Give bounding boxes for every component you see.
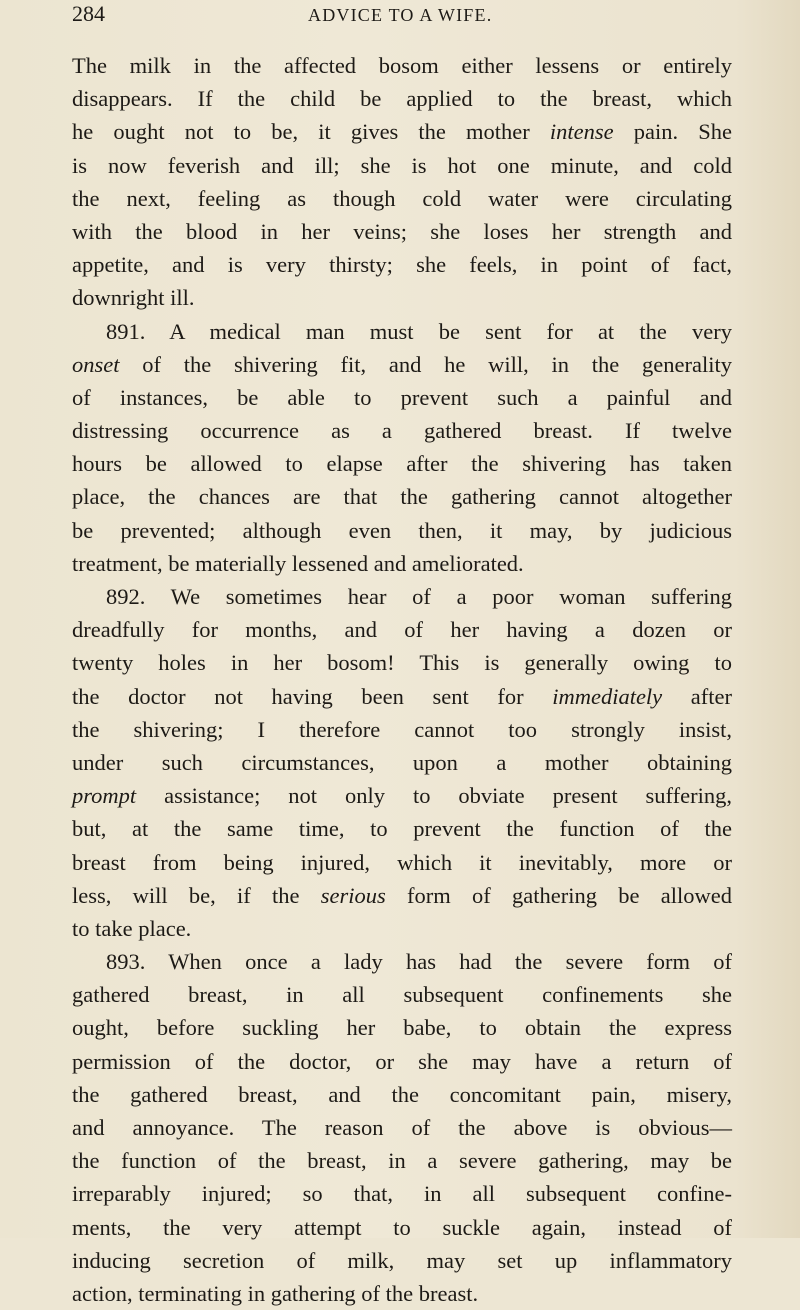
text-line: [72, 1144, 732, 1177]
text-segment: the shivering; I therefore cannot too strongly insist,: [72, 716, 732, 742]
text-segment: the gathered breast, and the concomitant pain, misery,: [72, 1081, 732, 1107]
text-line: [72, 248, 732, 281]
text-line: [72, 149, 732, 182]
text-line: [72, 1078, 732, 1111]
text-segment: downright ill.: [72, 285, 195, 311]
text-line: [72, 1177, 732, 1210]
text-segment: 892. We sometimes hear of a poor woman suffering: [106, 584, 732, 609]
text-segment: ments, the very attempt to suckle again, instead of: [72, 1214, 732, 1240]
text-line: [72, 746, 732, 779]
text-segment: but, at the same time, to prevent the function of the: [72, 816, 732, 842]
text-segment: appetite, and is very thirsty; she feels, in point of fact,: [72, 252, 732, 278]
text-line: [72, 480, 732, 513]
emphasis-text: intense: [549, 119, 614, 145]
text-segment: pain. She: [613, 119, 732, 145]
text-segment: of instances, be able to prevent such a painful and: [72, 384, 732, 410]
text-segment: ought, before suckling her babe, to obtain the express: [72, 1015, 732, 1041]
text-line: [72, 1277, 732, 1310]
text-line: [72, 547, 732, 580]
text-line: [72, 912, 732, 945]
text-line: [72, 1111, 732, 1144]
text-line: [72, 182, 732, 215]
text-segment: treatment, be materially lessened and ameliorated.: [72, 550, 524, 576]
text-line: [72, 215, 732, 248]
emphasis-text: immediately: [552, 683, 663, 709]
text-line: [72, 381, 732, 414]
text-line: [72, 1211, 732, 1244]
page-number: 284: [72, 1, 105, 26]
text-line: [72, 49, 732, 82]
text-segment: dreadfully for months, and of her having a dozen or: [72, 617, 732, 643]
text-segment: gathered breast, in all subsequent confinements she: [72, 982, 732, 1008]
text-segment: and annoyance. The reason of the above is obvious—: [72, 1115, 732, 1140]
text-segment: 893. When once a lady has had the severe form of: [106, 949, 732, 975]
text-segment: distressing occurrence as a gathered breast. If twelve: [72, 418, 732, 444]
text-segment: is now feverish and ill; she is hot one minute, and cold: [72, 152, 732, 178]
text-segment: be prevented; although even then, it may, by judicious: [72, 517, 732, 543]
text-segment: assistance; not only to obviate present suffering,: [136, 783, 732, 809]
text-segment: to take place.: [72, 915, 192, 941]
text-line: [72, 1045, 732, 1078]
text-line: [72, 646, 732, 679]
text-segment: disappears. If the child be applied to the breast, which: [72, 86, 732, 112]
text-line: [72, 1011, 732, 1044]
text-segment: action, terminating in gathering of the breast.: [72, 1280, 479, 1306]
text-segment: inducing secretion of milk, may set up inflammatory: [72, 1247, 732, 1273]
text-segment: 891. A medical man must be sent for at the very: [106, 318, 732, 344]
text-segment: place, the chances are that the gathering cannot altogether: [72, 484, 732, 510]
text-line: [72, 680, 732, 713]
text-segment: after: [662, 683, 732, 709]
text-line: [72, 779, 732, 812]
text-line: [72, 447, 732, 480]
text-segment: The milk in the affected bosom either lessens or entirely: [72, 53, 732, 78]
running-head: ADVICE TO A WIFE.: [308, 5, 493, 25]
text-line: [72, 713, 732, 746]
text-line: [72, 348, 732, 381]
text-line: [72, 978, 732, 1011]
text-segment: of the shivering fit, and he will, in the generality: [119, 351, 732, 377]
text-line: [72, 846, 732, 879]
text-segment: twenty holes in her bosom! This is generally owing to: [72, 650, 732, 676]
text-segment: permission of the doctor, or she may have a return of: [72, 1048, 732, 1074]
text-line: [72, 82, 732, 115]
text-line: [72, 580, 732, 613]
text-segment: with the blood in her veins; she loses her strength and: [72, 218, 732, 244]
text-segment: the next, feeling as though cold water were circulating: [72, 185, 732, 211]
text-segment: breast from being injured, which it inevitably, more or: [72, 849, 732, 875]
page-header: [72, 0, 732, 30]
text-line: [72, 315, 732, 348]
text-line: [72, 514, 732, 547]
text-line: [72, 115, 732, 148]
text-segment: he ought not to be, it gives the mother: [72, 119, 550, 145]
text-line: [72, 281, 732, 314]
emphasis-text: serious: [320, 882, 386, 908]
text-segment: the doctor not having been sent for: [72, 683, 553, 709]
text-segment: form of gathering be allowed: [385, 882, 732, 908]
text-segment: the function of the breast, in a severe gathering, may be: [72, 1148, 732, 1174]
text-segment: under such circumstances, upon a mother obtaining: [72, 749, 732, 775]
text-line: [72, 613, 732, 646]
text-line: [72, 945, 732, 978]
emphasis-text: prompt: [72, 783, 137, 809]
text-line: [72, 812, 732, 845]
body-text: [72, 49, 732, 1310]
text-line: [72, 879, 732, 912]
text-segment: less, will be, if the: [72, 882, 321, 908]
text-line: [72, 1244, 732, 1277]
emphasis-text: onset: [72, 351, 120, 377]
text-segment: hours be allowed to elapse after the shivering has taken: [72, 451, 732, 477]
text-segment: irreparably injured; so that, in all subsequent confine-: [72, 1181, 732, 1207]
text-line: [72, 414, 732, 447]
